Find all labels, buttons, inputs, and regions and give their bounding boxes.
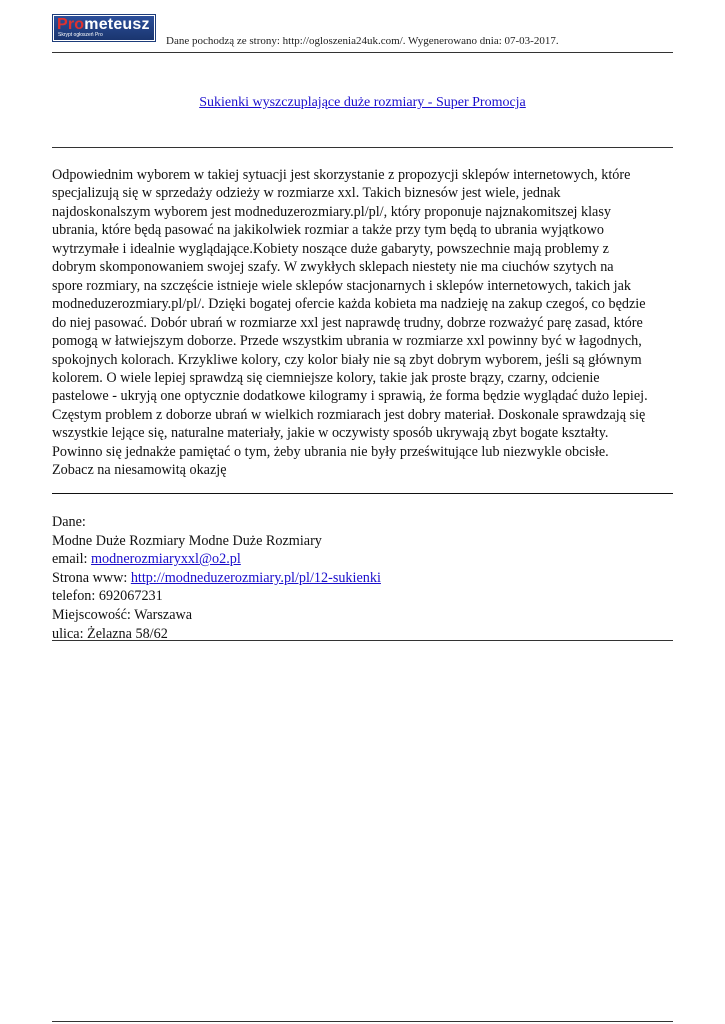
body-line: wszystkie lejące się, naturalne materiały, jakie w oczywisty sposób ukrywają zbyt bogate kształty.: [52, 425, 609, 442]
body-line: wytrzymałe i idealnie wyglądające.Kobiety noszące duże gabaryty, powszechnie mają problemy z: [52, 240, 609, 257]
body-line: modneduzerozmiary.pl/pl/. Dzięki bogatej ofercie każda kobieta ma nadzieję na zakup czegoś, co będzie: [52, 296, 646, 313]
body-line: najdoskonalszym wyborem jest modneduzerozmiary.pl/pl/, który proponuje najznakomitszej klasy: [52, 203, 611, 220]
email-link[interactable]: modnerozmiaryxxl@o2.pl: [91, 551, 241, 568]
body-line: Częstym problem z doborze ubrań w wielkich rozmiarach jest dobry materiał. Doskonale sprawdzają się: [52, 406, 646, 423]
website-link[interactable]: http://modneduzerozmiary.pl/pl/12-sukienki: [130, 569, 381, 586]
logo-word-red: Pro: [57, 16, 85, 33]
contact-street: ulica: Żelazna 58/62: [52, 625, 168, 642]
logo-banner: [54, 16, 154, 40]
page-title: [0, 94, 725, 111]
body-line: Powinno się jednakże pamiętać o tym, żeby ubrania nie były prześwitujące lub niezwykle obcisłe.: [52, 443, 609, 460]
prometeusz-logo: [52, 14, 156, 42]
www-label: Strona www:: [52, 569, 131, 586]
body-line: ubrania, które będą pasować na jakikolwiek rozmiar a także przy tym będą to ubrania wyjątkowo: [52, 222, 604, 239]
email-label: email:: [52, 551, 92, 568]
title-link[interactable]: Sukienki wyszczuplające duże rozmiary - Super Promocja: [199, 95, 526, 110]
body-line: specjalizują się w sprzedaży odzieży w rozmiarze xxl. Takich biznesów jest wiele, jednak: [52, 185, 561, 202]
body-line: pastelowe - ukryją one optycznie dodatkowe kilogramy i sprawią, że forma będzie wyglądać dużo lepiej.: [52, 388, 648, 405]
body-line: kolorem. O wiele lepiej sprawdzą się ciemniejsze kolory, takie jak proste brązy, czarny, odcienie: [52, 369, 600, 386]
source-note: Dane pochodzą ze strony: http://ogloszenia24uk.com/. Wygenerowano dnia: 07-03-2017.: [166, 35, 559, 47]
article-body: [52, 166, 677, 480]
body-line: Zobacz na niesamowitą okazję: [52, 462, 227, 479]
contact-phone: telefon: 692067231: [52, 588, 163, 605]
contact-email-row: [52, 550, 673, 569]
contact-details: [52, 513, 673, 643]
header-divider: [52, 52, 673, 53]
logo-word-white: meteusz: [84, 16, 150, 33]
logo-tagline: Skrypt ogłoszeń Pro: [58, 32, 103, 38]
logo-wordmark: [57, 17, 150, 33]
body-line: do niej pasować. Dobór ubrań w rozmiarze xxl jest naprawdę trudny, dobrze rozważyć parę zasad, które: [52, 314, 643, 331]
title-divider: [52, 147, 673, 148]
contact-company: Modne Duże Rozmiary Modne Duże Rozmiary: [52, 532, 322, 549]
body-line: spokojnych kolorach. Krzykliwe kolory, czy kolor biały nie są zbyt dobrym wyborem, jeśli są głównym: [52, 351, 642, 368]
contact-divider: [52, 640, 673, 641]
body-line: dobrym skomponowaniem swojej szafy. W zwykłych sklepach niestety nie ma ciuchów szytych na: [52, 259, 614, 276]
body-line: Odpowiednim wyborem w takiej sytuacji jest skorzystanie z propozycji sklepów internetowych, które: [52, 167, 631, 183]
body-divider: [52, 493, 673, 494]
contact-www-row: [52, 569, 673, 588]
body-line: spore rozmiary, na szczęście istnieje wiele sklepów stacjonarnych i sklepów internetowych, takich jak: [52, 277, 631, 294]
body-line: pomogą w łatwiejszym doborze. Przede wszystkim ubrania w rozmiarze xxl powinny być w łagodnych,: [52, 333, 642, 350]
footer-divider: [52, 1021, 673, 1022]
contact-heading: Dane:: [52, 514, 86, 530]
contact-city: Miejscowość: Warszawa: [52, 606, 193, 623]
